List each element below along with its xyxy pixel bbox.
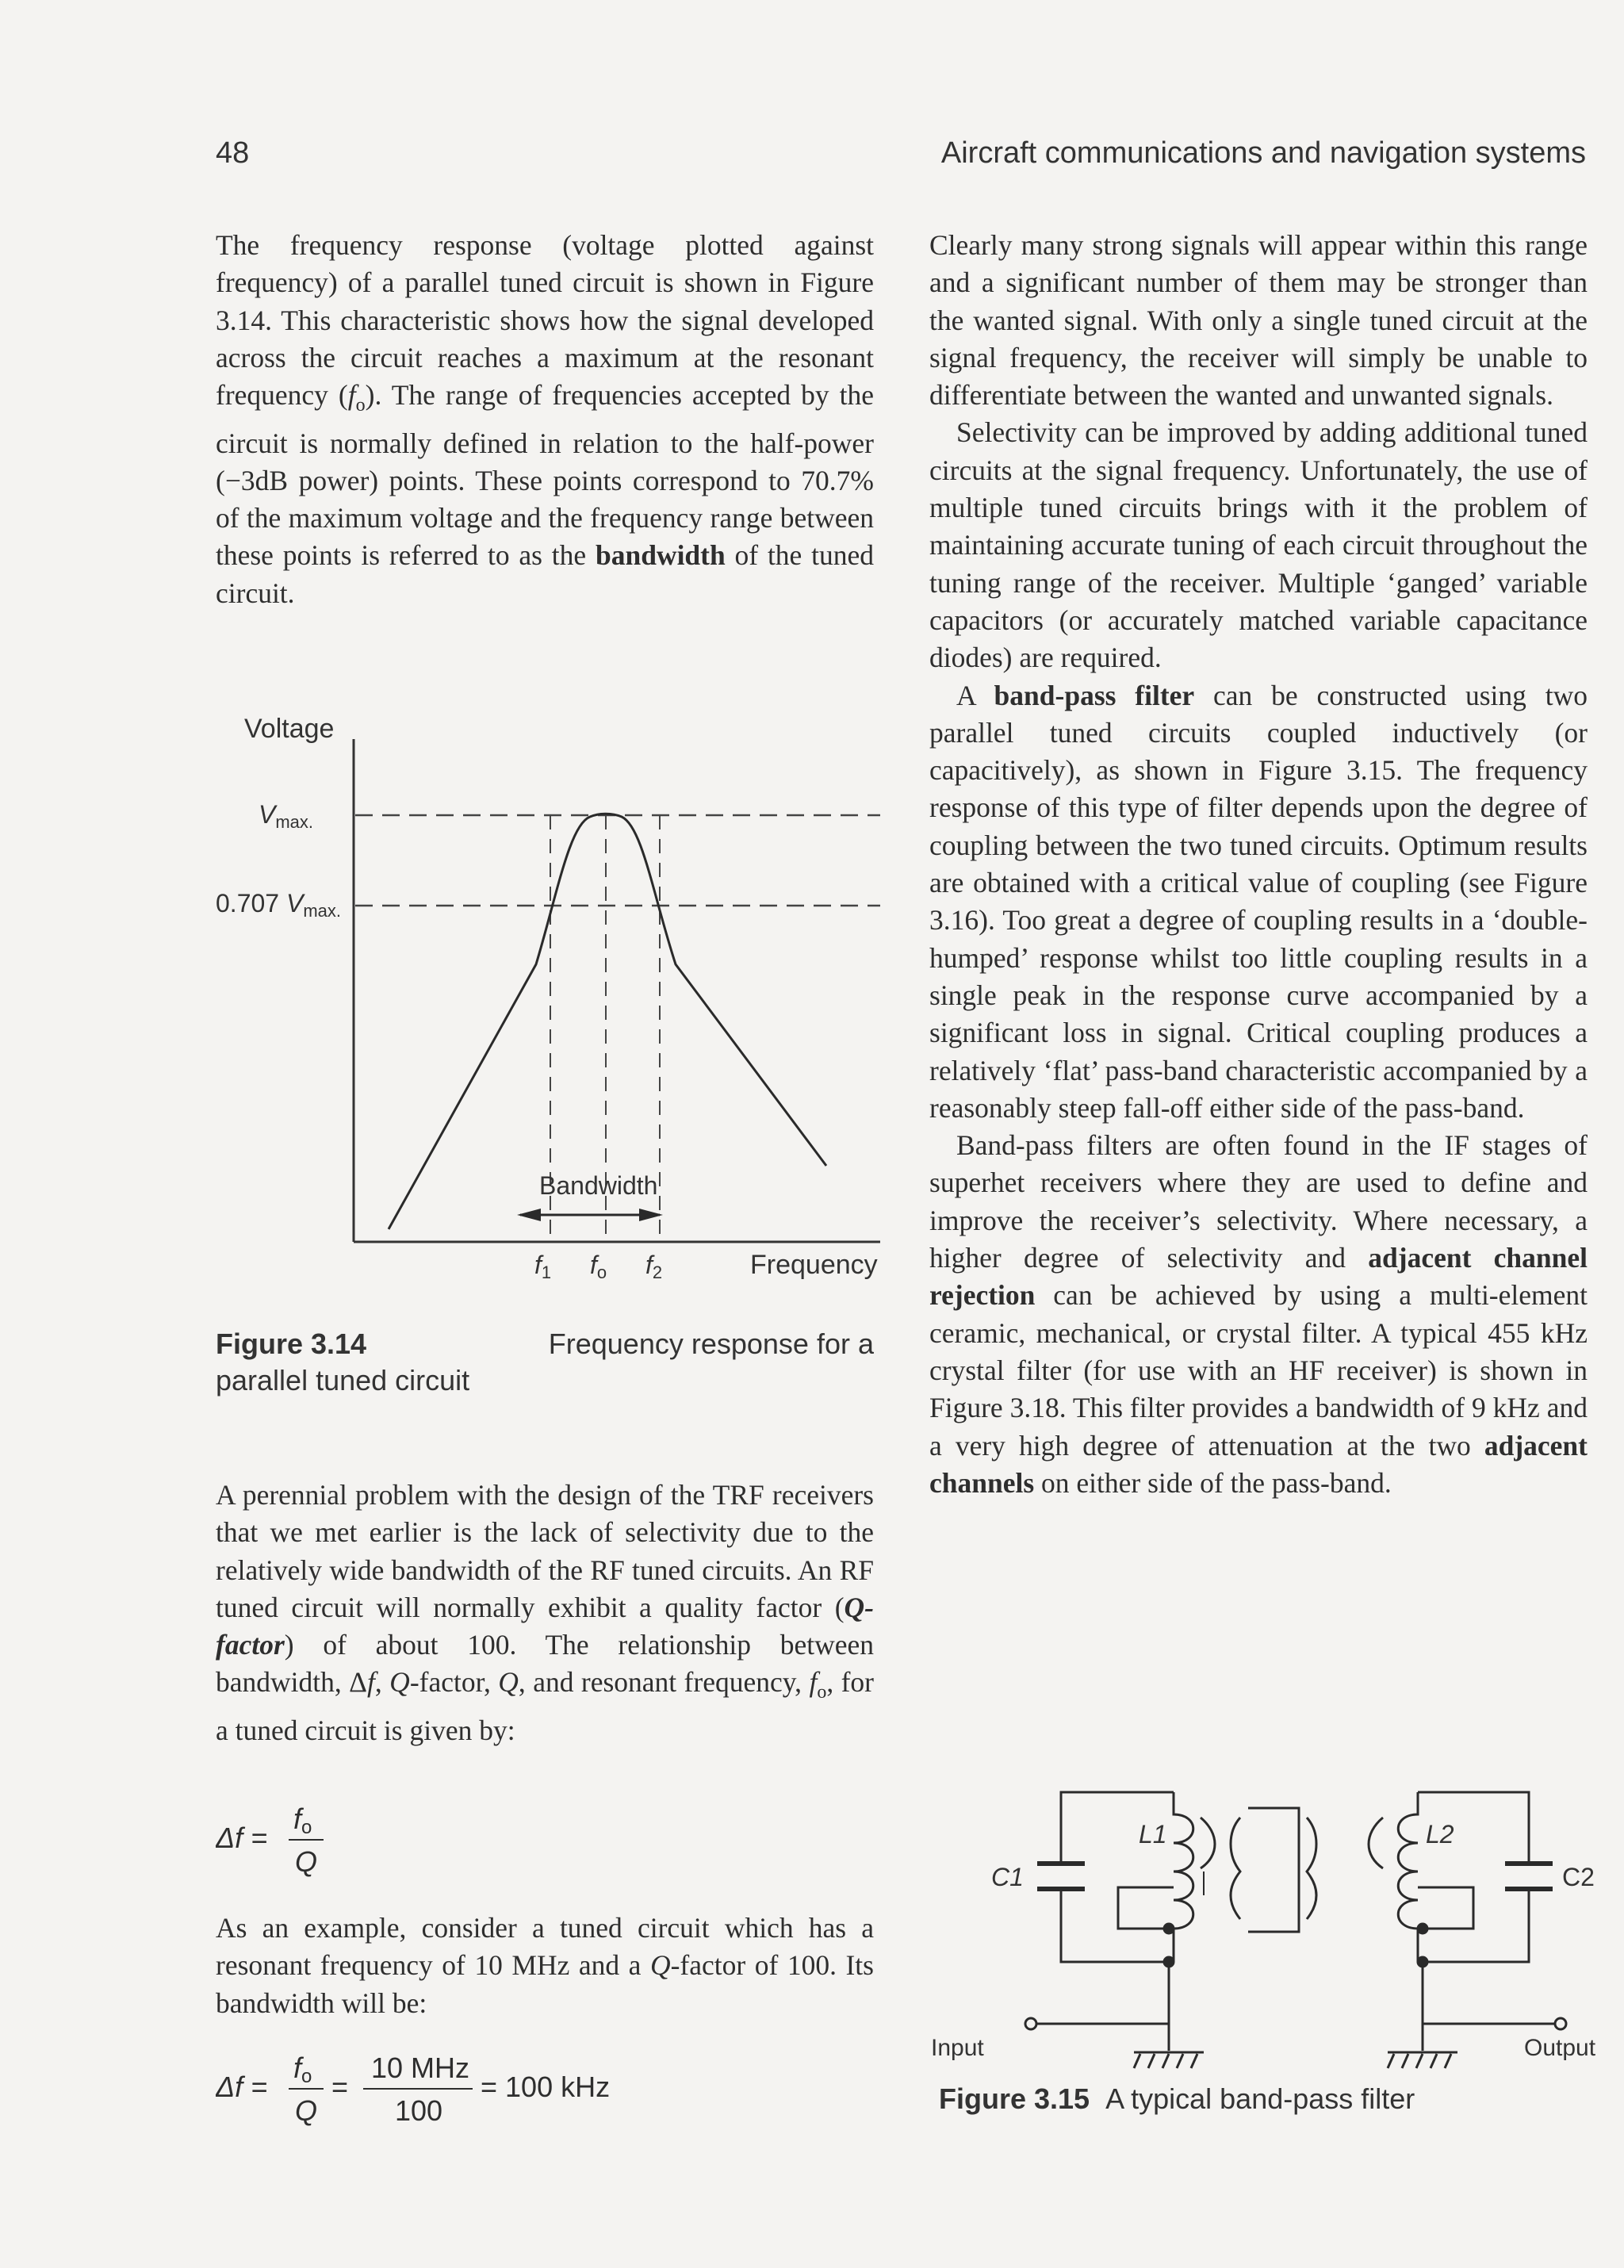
figure-3-15-caption-label: Figure 3.15 bbox=[939, 2082, 1090, 2115]
v707-label: 0.707 Vmax. bbox=[216, 889, 341, 921]
coupling-loop bbox=[1231, 1808, 1316, 1932]
figure-3-15-circuit bbox=[926, 1768, 1608, 2070]
figure-3-14-caption-text-a: Frequency response for a bbox=[548, 1327, 874, 1360]
bandwidth-equation bbox=[216, 1795, 343, 1883]
page-header bbox=[216, 136, 1586, 184]
left-column-bottom bbox=[216, 1910, 874, 2022]
eq1-numerator: fo bbox=[293, 1803, 312, 1838]
figure-3-14-caption bbox=[216, 1326, 874, 1399]
bandwidth-arrow-right-head bbox=[639, 1209, 663, 1221]
right-paragraph-3: A band-pass filter can be constructed using two parallel tuned circuits coupled inductively (or capacitively), as shown in Figure 3.15. The frequency response of this type of filter depends upon the degree of coupling between the two tuned circuits. Optimum results are obtained with a critical value of coupling (see Figure 3.16). Too great a degree of coupling results in a ‘double-humped’ response whilst too little coupling results in a single peak in the response curve accompanied by a significant loss in signal. Critical coupling produces a relatively ‘flat’ pass-band characteristic accompanied by a reasonably steep fall-off either side of the pass-band. bbox=[929, 679, 1588, 1124]
figure-3-14-caption-text-b: parallel tuned circuit bbox=[216, 1364, 470, 1396]
eq2-numerator-1: fo bbox=[293, 2052, 312, 2087]
eq2-denominator-1: Q bbox=[295, 2094, 318, 2127]
left-column-middle bbox=[216, 1477, 874, 1749]
bandwidth-arrow-left-head bbox=[517, 1209, 541, 1221]
eq2-numerator-2: 10 MHz bbox=[371, 2052, 470, 2084]
eq2-denominator-2: 100 bbox=[395, 2094, 443, 2127]
fo-label: fo bbox=[590, 1251, 607, 1282]
input-label: Input bbox=[931, 2035, 984, 2061]
c1-label: C1 bbox=[991, 1863, 1024, 1891]
f1-label: f1 bbox=[534, 1251, 552, 1282]
l1-label: L1 bbox=[1139, 1820, 1167, 1848]
right-column bbox=[929, 227, 1588, 1502]
eq1-lhs: Δf = bbox=[216, 1822, 268, 1854]
c2-label: C2 bbox=[1562, 1863, 1595, 1891]
running-title: Aircraft communications and navigation systems bbox=[940, 136, 1586, 170]
left-tuned-circuit bbox=[1025, 1792, 1215, 2068]
eq2-result: = 100 kHz bbox=[481, 2071, 611, 2103]
figure-3-14-graph bbox=[216, 698, 882, 1301]
vmax-label: Vmax. bbox=[259, 800, 314, 832]
figure-3-14-caption-label: Figure 3.14 bbox=[216, 1327, 367, 1360]
eq2-lhs: Δf = bbox=[216, 2071, 268, 2103]
output-label: Output bbox=[1524, 2035, 1596, 2061]
left-paragraph-2: A perennial problem with the design of the TRF receivers that we met earlier is the lack of selectivity due to the relatively wide bandwidth of the RF tuned circuits. An RF tuned circuit will normally exhibit a quality factor (Q-factor) of about 100. The relationship between bandwidth, Δf, Q-factor, Q, and resonant frequency, $f_o$, for a tuned circuit is given by: bbox=[216, 1479, 875, 1746]
l2-label: L2 bbox=[1426, 1820, 1454, 1848]
bandwidth-label: Bandwidth bbox=[539, 1171, 658, 1200]
eq2-equals-a: = bbox=[331, 2071, 349, 2103]
left-paragraph-3: As an example, consider a tuned circuit which has a resonant frequency of 10 MHz and a Q-factor of 100. Its bandwidth will be: bbox=[216, 1912, 874, 2019]
left-paragraph-1: The frequency response (voltage plotted against frequency) of a parallel tuned circuit is shown in Figure 3.14. This characteristic shows how the signal developed across the circuit reaches a maximum at the resonant frequency $(f_o)$. The range of frequencies accepted by the circuit is normally defined in relation to the half-power (−3dB power) points. These points correspond to 70.7% of the maximum voltage and the frequency range between these points is referred to as the bandwidth of the tuned circuit. bbox=[216, 229, 874, 609]
right-paragraph-1: Clearly many strong signals will appear within this range and a significant number of them may be stronger than the wanted signal. With only a single tuned circuit at the signal frequency, the receiver will simply be unable to differentiate between the wanted and unwanted signals. bbox=[929, 229, 1588, 412]
x-axis-label: Frequency bbox=[750, 1250, 878, 1280]
right-paragraph-2: Selectivity can be improved by adding additional tuned circuits at the signal frequency. Unfortunately, the use of multiple tuned circuits brings with it the problem of maintaining accurate tuning of each circuit throughout the tuning range of the receiver. Multiple ‘ganged’ variable capacitors (or accurately matched variable capacitance diodes) are required. bbox=[929, 416, 1588, 674]
response-curve bbox=[389, 814, 826, 1229]
figure-3-15-caption bbox=[939, 2081, 1589, 2117]
eq1-denominator: Q bbox=[295, 1845, 318, 1878]
left-column-top bbox=[216, 227, 874, 612]
right-tuned-circuit bbox=[1369, 1792, 1566, 2068]
f2-label: f2 bbox=[645, 1251, 663, 1282]
y-axis-label: Voltage bbox=[244, 714, 335, 744]
figure-3-15-caption-text: A typical band-pass filter bbox=[1105, 2082, 1415, 2115]
page-number: 48 bbox=[216, 136, 250, 170]
right-paragraph-4: Band-pass filters are often found in the IF stages of superhet receivers where they are used to define and improve the receiver’s selectivity. Where necessary, a higher degree of selectivity and adjacent channel rejection can be achieved by using a multi-element ceramic, mechanical, or crystal filter. A typical 455 kHz crystal filter (for use with an HF receiver) is shown in Figure 3.18. This filter provides a bandwidth of 9 kHz and a very high degree of attenuation at the two adjacent channels on either side of the pass-band. bbox=[929, 1129, 1588, 1499]
bandwidth-example-equation bbox=[216, 2044, 660, 2132]
